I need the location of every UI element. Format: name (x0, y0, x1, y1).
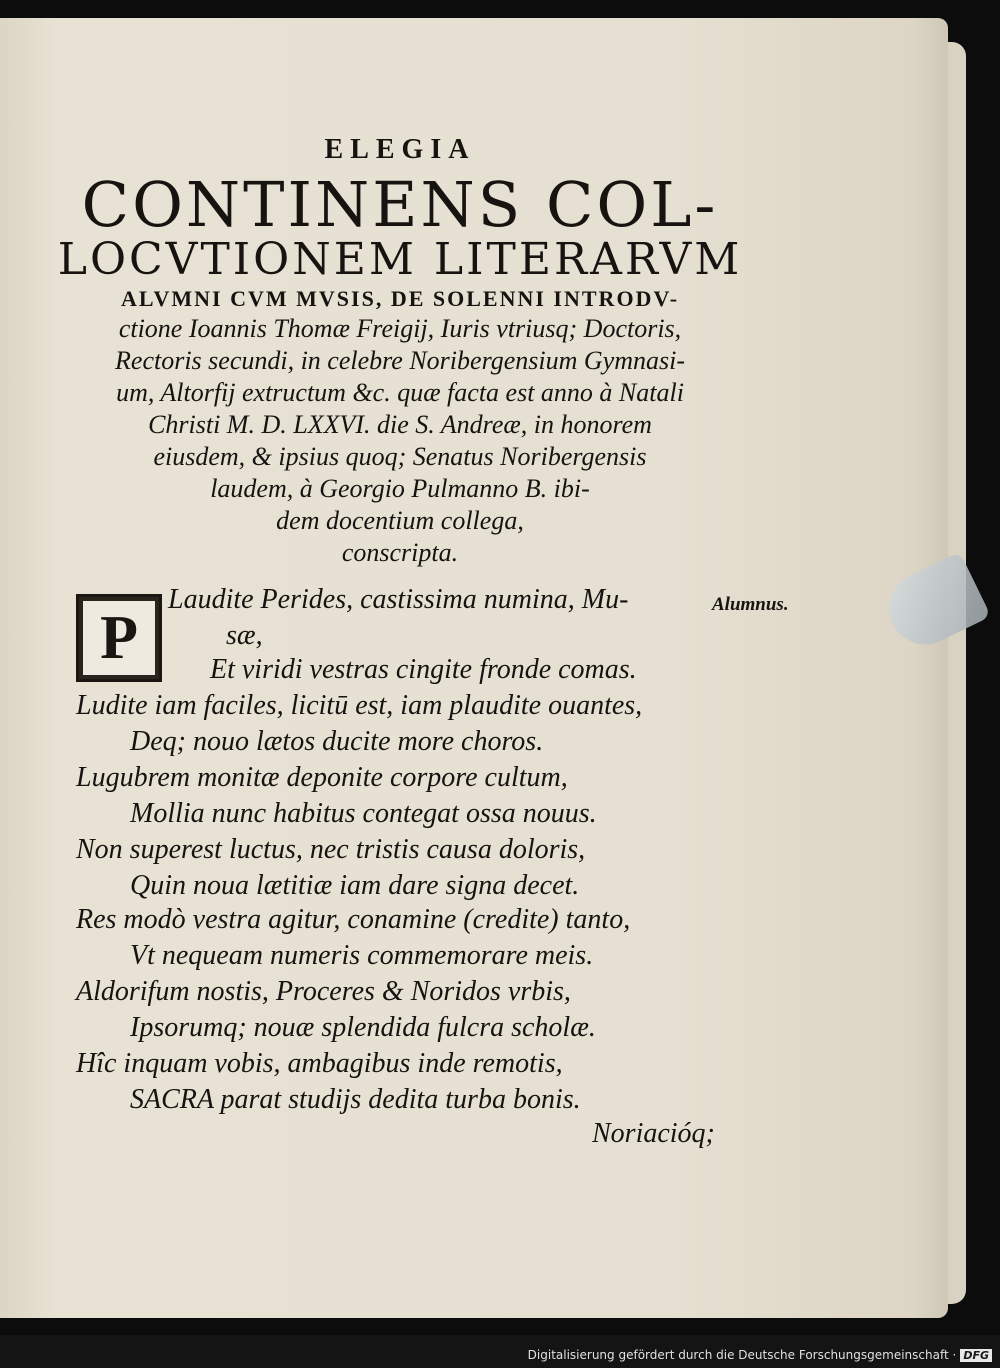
verse-line: SACRA parat studijs dedita turba bonis. (130, 1084, 581, 1115)
verse-line: Ludite iam faciles, licitū est, iam plaudite ouantes, (76, 690, 643, 721)
digitization-footer (528, 1348, 992, 1362)
subtitle-line: um, Altorfij extructum &c. quæ facta est anno à Natali (116, 378, 684, 407)
subtitle-line: ctione Ioannis Thomæ Freigij, Iuris vtriusq; Doctoris, (118, 314, 682, 343)
footer-text: Digitalisierung gefördert durch die Deutsche Forschungsgemeinschaft · (527, 1348, 957, 1362)
verse-line: Deq; nouo lætos ducite more choros. (130, 726, 544, 757)
verse-line: Ipsorumq; nouæ splendida fulcra scholæ. (130, 1012, 596, 1043)
subtitle-line: conscripta. (341, 538, 459, 567)
catchword: Noriacióq; (592, 1118, 715, 1149)
title-line-2: LOCVTIONEM LITERARVM (57, 234, 743, 285)
verse-line: Mollia nunc habitus contegat ossa nouus. (130, 798, 597, 829)
book-page (0, 18, 948, 1318)
ornamental-drop-cap: P (76, 594, 162, 682)
subtitle-line: eiusdem, & ipsius quoq; Senatus Noribergensis (153, 442, 647, 471)
verse-line: Vt nequeam numeris commemorare meis. (130, 940, 594, 971)
subtitle-line: laudem, à Georgio Pulmanno B. ibi- (210, 474, 590, 503)
margin-note: Alumnus. (712, 594, 789, 615)
verse-line: Laudite Perides, castissima numina, Mu- (168, 584, 629, 615)
dfg-logo: DFG (960, 1349, 992, 1362)
verse-line: Quin noua lætitiæ iam dare signa decet. (130, 870, 580, 901)
title-line-3: ALVMNI CVM MVSIS, DE SOLENNI INTRODV- (120, 286, 680, 311)
verse-line: Res modò vestra agitur, conamine (credite) tanto, (76, 904, 631, 935)
title-line-1: CONTINENS COL- (81, 168, 719, 241)
subtitle-line: dem docentium collega, (276, 506, 524, 535)
verse-line: Lugubrem monitæ deponite corpore cultum, (76, 762, 568, 793)
subtitle-line: Christi M. D. LXXVI. die S. Andreæ, in honorem (148, 410, 652, 439)
title-kicker: ELEGIA (324, 134, 476, 165)
verse-line: Aldorifum nostis, Proceres & Noridos vrbis, (76, 976, 571, 1007)
verse-line: Et viridi vestras cingite fronde comas. (210, 654, 637, 685)
verse-line: Non superest luctus, nec tristis causa doloris, (76, 834, 586, 865)
verse-line: sæ, (226, 620, 263, 651)
subtitle-line: Rectoris secundi, in celebre Noribergensium Gymnasi- (115, 346, 685, 375)
verse-line: Hîc inquam vobis, ambagibus inde remotis, (76, 1048, 563, 1079)
